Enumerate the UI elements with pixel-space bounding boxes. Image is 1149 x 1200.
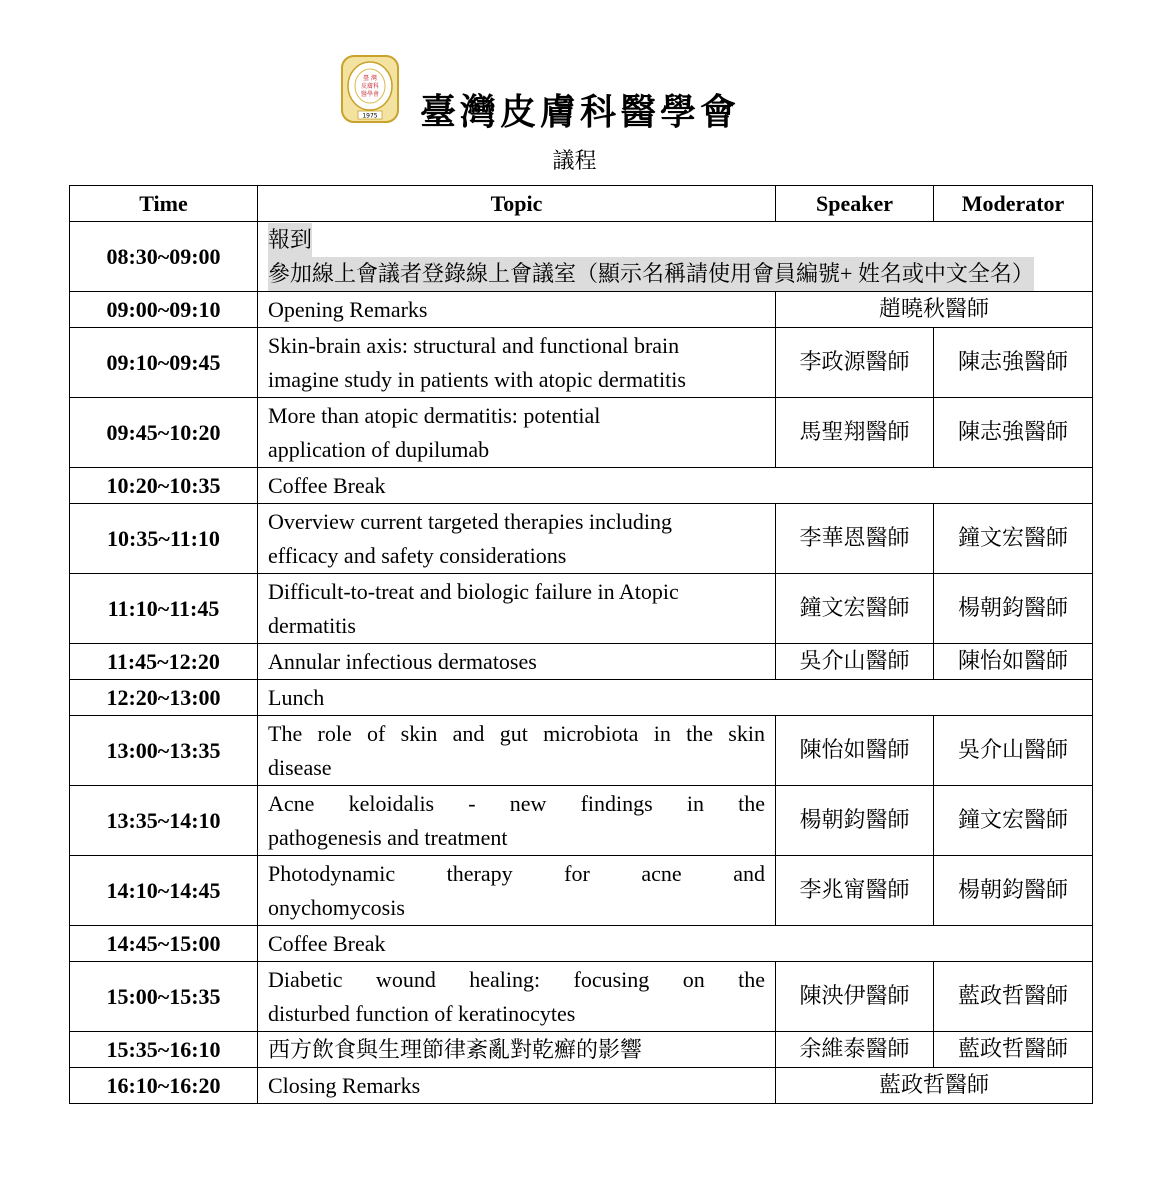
time-cell: 12:20~13:00 xyxy=(70,680,258,716)
topic-line: efficacy and safety considerations xyxy=(268,542,567,568)
topic-line: Coffee Break xyxy=(268,472,386,498)
table-header-row xyxy=(70,186,1093,222)
moderator-cell: 鐘文宏醫師 xyxy=(934,504,1093,574)
table-row xyxy=(70,292,1093,328)
time-cell: 08:30~09:00 xyxy=(70,222,258,292)
moderator-cell: 藍政哲醫師 xyxy=(934,1032,1093,1068)
column-header-speaker: Speaker xyxy=(776,186,934,222)
time-cell: 14:10~14:45 xyxy=(70,856,258,926)
topic-line: Acne keloidalis - new findings in the xyxy=(268,790,765,816)
page-header xyxy=(0,0,1149,180)
time-cell: 10:20~10:35 xyxy=(70,468,258,504)
moderator-cell: 吳介山醫師 xyxy=(934,716,1093,786)
svg-text:醫學會: 醫學會 xyxy=(360,91,380,98)
topic-line: disease xyxy=(268,754,332,780)
time-cell: 15:00~15:35 xyxy=(70,962,258,1032)
topic-cell xyxy=(258,468,1093,504)
topic-line: pathogenesis and treatment xyxy=(268,824,508,850)
time-cell: 13:35~14:10 xyxy=(70,786,258,856)
topic-line: Overview current targeted therapies including xyxy=(268,508,672,534)
topic-line: Diabetic wound healing: focusing on the xyxy=(268,966,765,992)
moderator-cell: 楊朝鈞醫師 xyxy=(934,574,1093,644)
column-header-time: Time xyxy=(70,186,258,222)
table-row xyxy=(70,680,1093,716)
association-logo xyxy=(340,54,400,124)
topic-cell xyxy=(258,856,776,926)
topic-line: The role of skin and gut microbiota in the skin xyxy=(268,720,765,746)
topic-line: Opening Remarks xyxy=(268,296,428,322)
topic-line: imagine study in patients with atopic dermatitis xyxy=(268,366,686,392)
column-header-topic: Topic xyxy=(258,186,776,222)
topic-line: 參加線上會議者登錄線上會議室（顯示名稱請使用會員編號+ 姓名或中文全名） xyxy=(268,257,1034,291)
speaker-cell: 李華恩醫師 xyxy=(776,504,934,574)
topic-cell xyxy=(258,926,1093,962)
speaker-cell: 楊朝鈞醫師 xyxy=(776,786,934,856)
table-row xyxy=(70,1032,1093,1068)
topic-cell xyxy=(258,292,776,328)
table-row xyxy=(70,504,1093,574)
speaker-cell: 李政源醫師 xyxy=(776,328,934,398)
time-cell: 09:10~09:45 xyxy=(70,328,258,398)
topic-line: 西方飲食與生理節律紊亂對乾癬的影響 xyxy=(268,1036,643,1062)
moderator-cell: 陳志強醫師 xyxy=(934,398,1093,468)
moderator-cell: 鐘文宏醫師 xyxy=(934,786,1093,856)
topic-line: Closing Remarks xyxy=(268,1072,421,1098)
speaker-cell: 馬聖翔醫師 xyxy=(776,398,934,468)
topic-cell xyxy=(258,398,776,468)
topic-line: disturbed function of keratinocytes xyxy=(268,1000,576,1026)
moderator-cell: 陳怡如醫師 xyxy=(934,644,1093,680)
table-row xyxy=(70,716,1093,786)
table-row xyxy=(70,856,1093,926)
table-row xyxy=(70,786,1093,856)
table-row xyxy=(70,398,1093,468)
topic-cell xyxy=(258,1032,776,1068)
topic-line: Lunch xyxy=(268,684,325,710)
agenda-table xyxy=(69,185,1093,1104)
speaker-cell: 吳介山醫師 xyxy=(776,644,934,680)
merged-person-cell: 藍政哲醫師 xyxy=(776,1068,1093,1104)
topic-cell xyxy=(258,680,1093,716)
time-cell: 11:45~12:20 xyxy=(70,644,258,680)
topic-line: Skin-brain axis: structural and functional brain xyxy=(268,332,680,358)
table-row xyxy=(70,328,1093,398)
topic-line: Coffee Break xyxy=(268,930,386,956)
svg-text:皮膚科: 皮膚科 xyxy=(360,83,380,90)
topic-line: More than atopic dermatitis: potential xyxy=(268,402,601,428)
page-subtitle: 議程 xyxy=(552,149,597,174)
time-cell: 10:35~11:10 xyxy=(70,504,258,574)
table-row xyxy=(70,962,1093,1032)
time-cell: 11:10~11:45 xyxy=(70,574,258,644)
speaker-cell: 李兆甯醫師 xyxy=(776,856,934,926)
merged-person-cell: 趙曉秋醫師 xyxy=(776,292,1093,328)
topic-cell xyxy=(258,222,1093,292)
logo-year: 1975 xyxy=(362,112,378,120)
topic-line: 報到 xyxy=(268,223,312,257)
table-row xyxy=(70,926,1093,962)
topic-line: Annular infectious dermatoses xyxy=(268,648,537,674)
time-cell: 09:45~10:20 xyxy=(70,398,258,468)
topic-cell xyxy=(258,786,776,856)
svg-text:臺 灣: 臺 灣 xyxy=(363,75,377,82)
moderator-cell: 陳志強醫師 xyxy=(934,328,1093,398)
table-row xyxy=(70,574,1093,644)
topic-cell xyxy=(258,644,776,680)
table-row xyxy=(70,644,1093,680)
time-cell: 16:10~16:20 xyxy=(70,1068,258,1104)
topic-line: dermatitis xyxy=(268,612,356,638)
speaker-cell: 鐘文宏醫師 xyxy=(776,574,934,644)
column-header-moderator: Moderator xyxy=(934,186,1093,222)
table-row xyxy=(70,222,1093,292)
speaker-cell: 陳泱伊醫師 xyxy=(776,962,934,1032)
speaker-cell: 余維泰醫師 xyxy=(776,1032,934,1068)
time-cell: 13:00~13:35 xyxy=(70,716,258,786)
topic-cell xyxy=(258,1068,776,1104)
time-cell: 14:45~15:00 xyxy=(70,926,258,962)
time-cell: 09:00~09:10 xyxy=(70,292,258,328)
speaker-cell: 陳怡如醫師 xyxy=(776,716,934,786)
topic-cell xyxy=(258,962,776,1032)
organization-title: 臺灣皮膚科醫學會 xyxy=(420,91,741,133)
topic-cell xyxy=(258,574,776,644)
moderator-cell: 楊朝鈞醫師 xyxy=(934,856,1093,926)
moderator-cell: 藍政哲醫師 xyxy=(934,962,1093,1032)
table-row xyxy=(70,468,1093,504)
topic-line: onychomycosis xyxy=(268,894,405,920)
topic-line: Difficult-to-treat and biologic failure in Atopic xyxy=(268,578,679,604)
topic-line: application of dupilumab xyxy=(268,436,490,462)
table-row xyxy=(70,1068,1093,1104)
topic-cell xyxy=(258,716,776,786)
topic-cell xyxy=(258,328,776,398)
time-cell: 15:35~16:10 xyxy=(70,1032,258,1068)
topic-line: Photodynamic therapy for acne and xyxy=(268,860,765,886)
topic-cell xyxy=(258,504,776,574)
